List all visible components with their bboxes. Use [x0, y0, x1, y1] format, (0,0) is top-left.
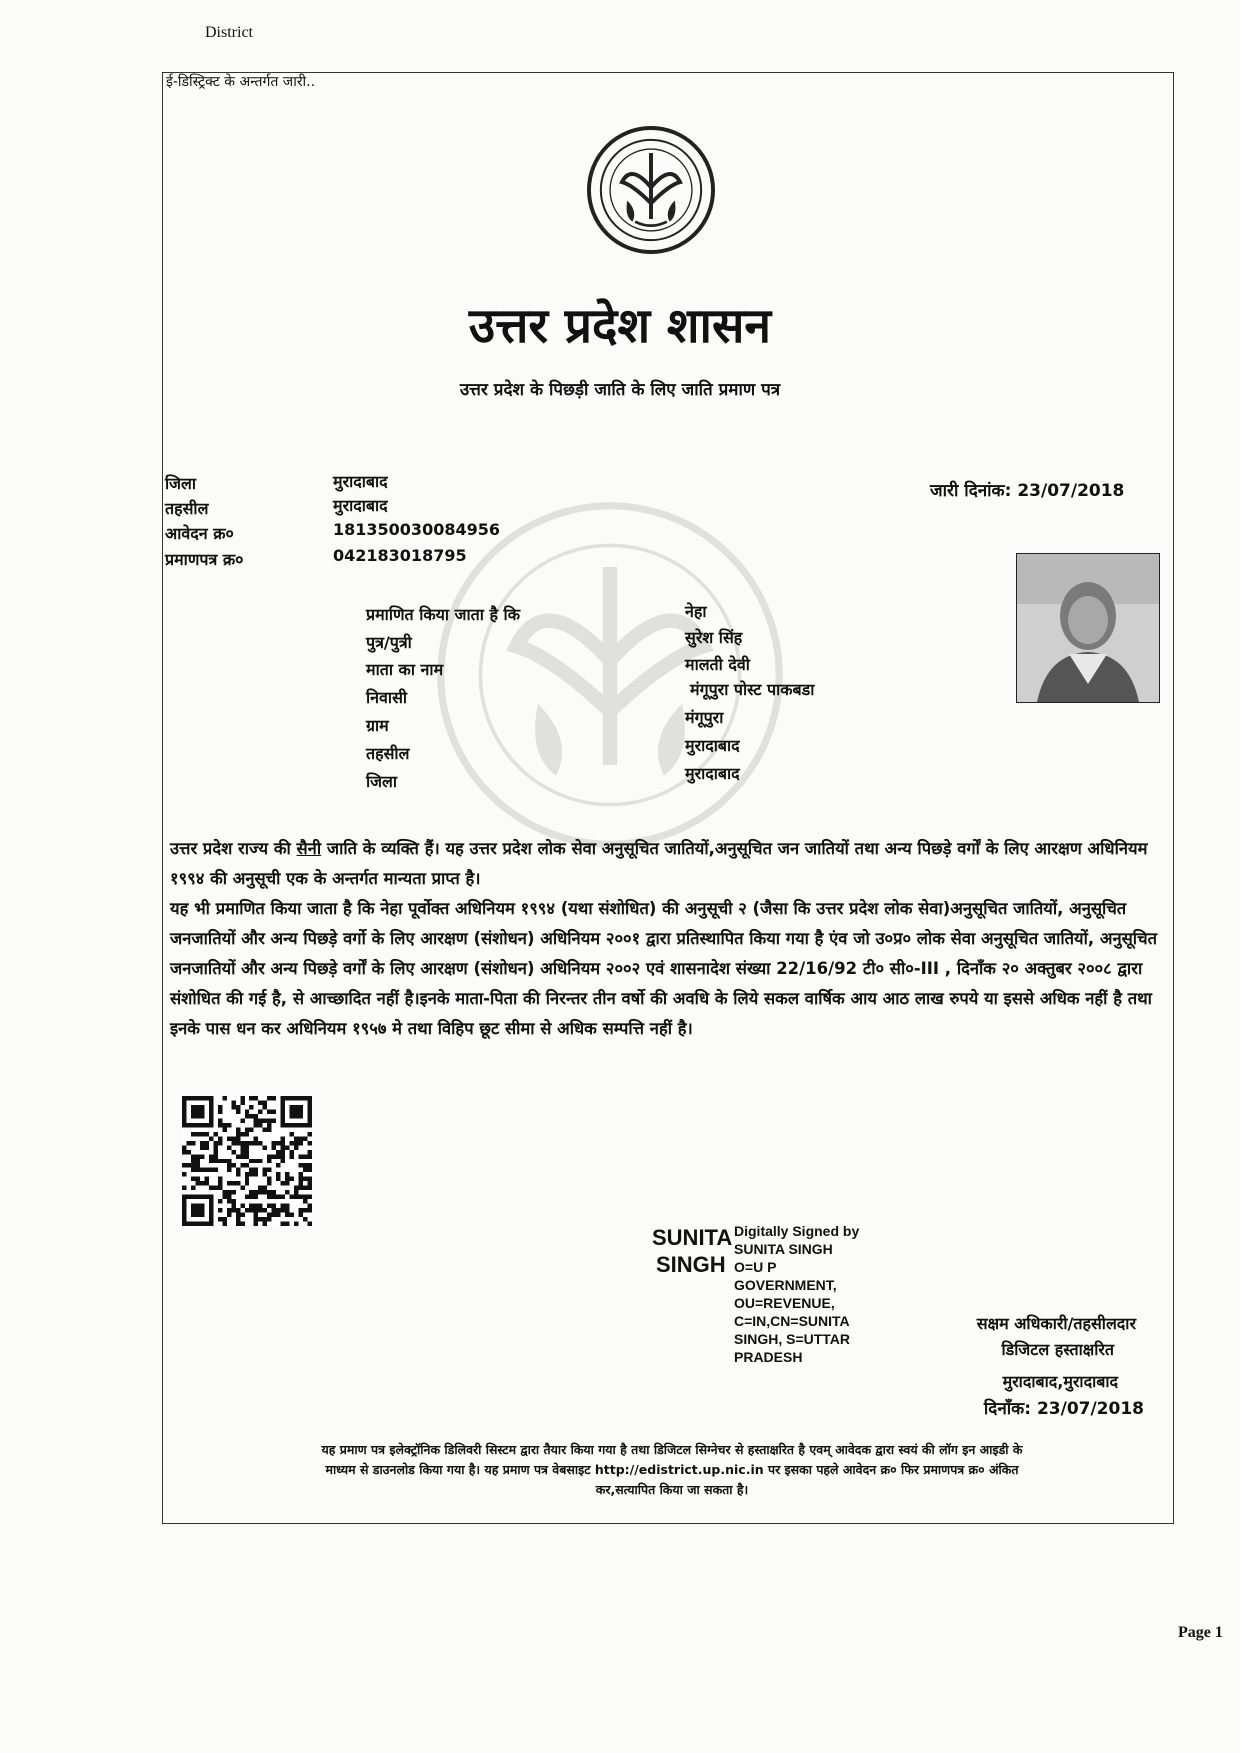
body-p1-rest: जाति के व्यक्ति हैं। यह उत्तर प्रदेश लोक सेवा अनुसूचित जातियों,अनुसूचित जन जातियों तथा अन्य पिछड़े वर्गों के लिए आरक्षण अधिनियम १९९४ की अनुसूची एक के अन्तर्गत मान्यता प्राप्त है।: [170, 839, 1148, 888]
detail-value-name: नेहा: [685, 602, 707, 621]
detail-label-tehsil: तहसील: [366, 744, 410, 763]
footer-line-1: यह प्रमाण पत्र इलेक्ट्रॉनिक डिलिवरी सिस्टम द्वारा तैयार किया गया है तथा डिजिटल सिग्नेचर से हस्ताक्षरित है एवम् आवेदक द्वारा स्वयं की लॉग इन आइडी के: [321, 1442, 1023, 1457]
detail-value-village: मंगूपुरा: [685, 708, 724, 727]
detail-value-mother: मालती देवी: [685, 655, 750, 674]
detail-label-resident: निवासी: [366, 688, 408, 707]
detail-label-son-daughter: पुत्र/पुत्री: [366, 633, 412, 652]
sig-line: Digitally Signed by: [734, 1223, 860, 1239]
meta-value-district: मुरादाबाद: [333, 472, 388, 491]
footer-line-3: कर,सत्यापित किया जा सकता है।: [595, 1482, 749, 1497]
detail-label-certified: प्रमाणित किया जाता है कि: [366, 605, 520, 624]
issued-under-note: ई-डिस्ट्रिक्ट के अन्तर्गत जारी..: [166, 74, 316, 90]
applicant-photo: [1016, 553, 1160, 703]
sig-line: C=IN,CN=SUNITA: [734, 1313, 850, 1329]
detail-value-district: मुरादाबाद: [685, 764, 740, 783]
meta-label-district: जिला: [165, 474, 197, 493]
page-number: Page 1: [1178, 1624, 1223, 1641]
signer-name-line1: SUNITA: [652, 1225, 733, 1250]
detail-value-tehsil: मुरादाबाद: [685, 736, 740, 755]
meta-label-tehsil: तहसील: [165, 499, 209, 518]
meta-label-application-no: आवेदन क्र०: [165, 524, 234, 543]
body-paragraph-2: यह भी प्रमाणित किया जाता है कि नेहा पूर्वोक्त अधिनियम १९९४ (यथा संशोधित) की अनुसूची २ (जैसा कि उत्तर प्रदेश लोक सेवा)अनुसूचित जातियों, अनुसूचित जनजातियों और अन्य पिछड़े वर्गो के लिए आरक्षण (संशोधन) अधिनियम २००१ द्वारा प्रतिस्थापित किया गया है एंव जो उ०प्र० लोक सेवा अनुसूचित जातियों, अनुसूचित जनजातियों और अन्य पिछड़े वर्गों के लिए आरक्षण (संशोधन) अधिनियम २००२ एवं शासनादेश संख्या 22/16/92 टी० सी०-III , दिनाँक २० अक्तुबर २००८ द्वारा संशोधित की गई है, से आच्छादित नहीं है।इनके माता-पिता की निरन्तर तीन वर्षो की अवधि के लिये सकल वार्षिक आय आठ लाख रुपये या इससे अधिक नहीं है तथा इनके पास धन कर अधिनियम १९५७ मे तथा विहिप छूट सीमा से अधिक सम्पत्ति नहीं है।: [170, 899, 1157, 1038]
body-p1-intro: उत्तर प्रदेश राज्य की: [170, 839, 297, 858]
detail-value-resident: मंगूपुरा पोस्ट पाकबडा: [690, 680, 815, 699]
person-photo-icon: [1017, 554, 1159, 702]
certificate-body: [170, 834, 1170, 1044]
page-title: उत्तर प्रदेश शासन: [468, 298, 772, 354]
meta-value-application-no: 181350030084956: [333, 520, 500, 539]
detail-label-district: जिला: [366, 772, 398, 791]
sig-line: OU=REVENUE,: [734, 1295, 835, 1311]
authority-signature-type: डिजिटल हस्ताक्षरित: [1001, 1340, 1114, 1359]
caste-name: सैनी: [296, 839, 322, 858]
meta-value-tehsil: मुरादाबाद: [333, 496, 388, 515]
qr-code: [182, 1096, 312, 1226]
sig-line: SINGH, S=UTTAR: [734, 1331, 851, 1347]
up-state-emblem-icon: [585, 124, 717, 256]
detail-label-mother: माता का नाम: [366, 660, 444, 679]
meta-label-certificate-no: प्रमाणपत्र क्र०: [165, 550, 244, 569]
emblem-watermark-icon: [430, 495, 790, 855]
district-tag: District: [205, 24, 253, 41]
signer-name: [652, 1224, 732, 1278]
detail-label-village: ग्राम: [366, 716, 389, 735]
meta-value-certificate-no: 042183018795: [333, 546, 467, 565]
sig-line: O=U P: [734, 1259, 777, 1275]
issue-date: जारी दिनांक: 23/07/2018: [930, 481, 1125, 501]
certificate-footer: [172, 1440, 1172, 1500]
digital-signature-details: [734, 1222, 859, 1366]
footer-line-2: माध्यम से डाउनलोड किया गया है। यह प्रमाण पत्र वेबसाइट http://edistrict.up.nic.in पर इसका पहले आवेदन क्र० फिर प्रमाणपत्र क्र० अंकित: [325, 1462, 1019, 1477]
sig-line: PRADESH: [734, 1349, 803, 1365]
authority-date: दिनाँक: 23/07/2018: [983, 1399, 1144, 1419]
signer-name-line2: SINGH: [656, 1252, 726, 1277]
body-paragraph-1: [170, 834, 1170, 894]
sig-line: GOVERNMENT,: [734, 1277, 837, 1293]
detail-value-father: सुरेश सिंह: [685, 628, 743, 647]
authority-designation: सक्षम अधिकारी/तहसीलदार: [976, 1314, 1136, 1333]
authority-place: मुरादाबाद,मुरादाबाद: [1002, 1372, 1118, 1391]
sig-line: SUNITA SINGH: [734, 1241, 833, 1257]
certificate-subtitle: उत्तर प्रदेश के पिछड़ी जाति के लिए जाति प्रमाण पत्र: [459, 380, 781, 400]
